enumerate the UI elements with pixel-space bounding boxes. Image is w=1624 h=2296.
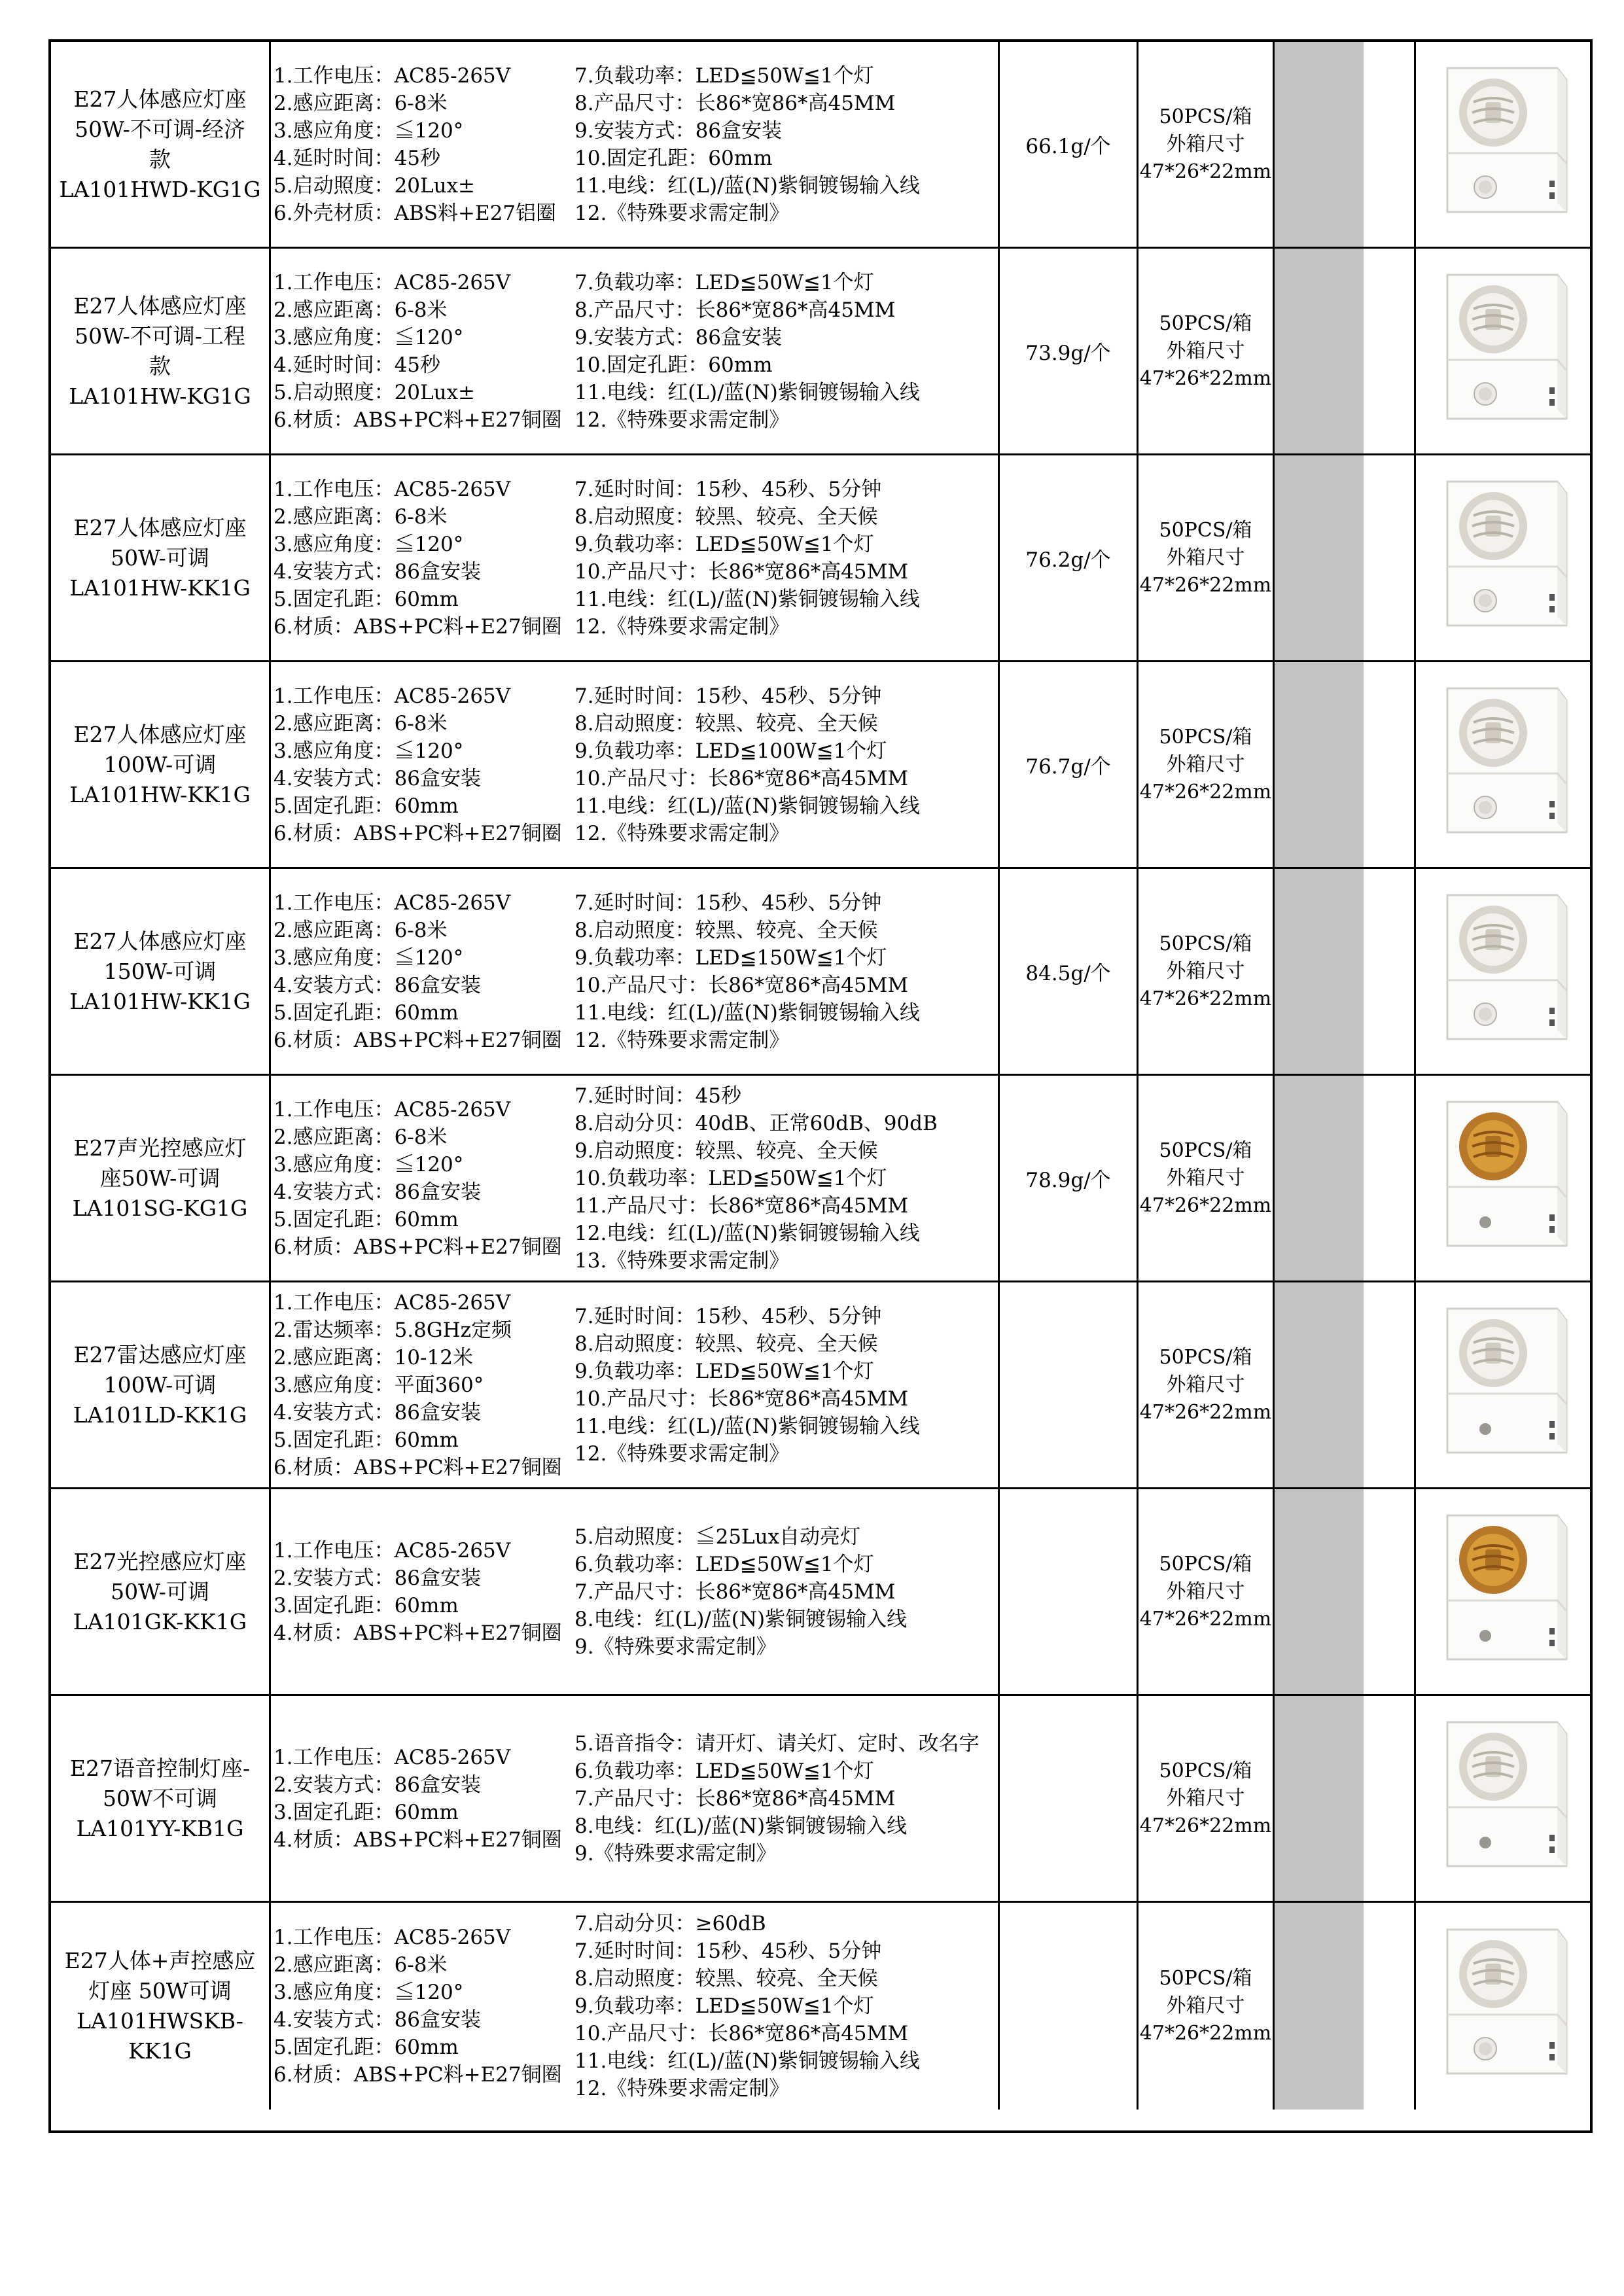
- packing-cell: [1139, 249, 1275, 453]
- specs-column-right: [574, 1282, 997, 1487]
- specs-column-left: [274, 1282, 574, 1487]
- packing-line: 外箱尺寸: [1166, 1994, 1245, 2017]
- product-name: E27人体+声控感应 灯座 50W可调 LA101HWSKB-KK1G: [64, 1948, 256, 2064]
- specs-column-left: [274, 662, 574, 867]
- spec-line: 4.安装方式：86盒安装: [274, 559, 482, 584]
- packing-cell: [1139, 455, 1275, 660]
- spec-line: 4.安装方式：86盒安装: [274, 1400, 482, 1424]
- product-name-cell: [51, 662, 271, 867]
- spec-line: 2.感应距离：6-8米: [274, 1125, 448, 1149]
- spec-line: 4.材质：ABS+PC料+E27铜圈: [274, 1621, 562, 1645]
- gray-column: [1275, 1903, 1364, 2110]
- spec-line: 3.感应角度：≦120°: [274, 118, 464, 143]
- spec-line: 3.感应角度：≦120°: [274, 945, 464, 970]
- spec-line: 4.安装方式：86盒安装: [274, 973, 482, 997]
- spec-line: 12.《特殊要求需定制》: [574, 1441, 790, 1466]
- spec-line: 5.固定孔距：60mm: [274, 2036, 459, 2059]
- spec-line: 1.工作电压：AC85-265V: [274, 684, 511, 708]
- product-image-cell: [1416, 42, 1590, 247]
- spec-line: 12.电线：红(L)/蓝(N)紫铜镀锡输入线: [574, 1221, 920, 1245]
- spec-line: 3.固定孔距：60mm: [274, 1593, 459, 1617]
- product-name-cell: [51, 1282, 271, 1487]
- weight-cell: [1000, 869, 1139, 1074]
- specs-column-left: [274, 455, 574, 660]
- spec-line: 2.感应距离：6-8米: [274, 918, 448, 942]
- packing-line: 47*26*22mm: [1139, 366, 1272, 390]
- spec-line: 5.固定孔距：60mm: [274, 1000, 459, 1025]
- specs-column-right: [574, 1489, 997, 1694]
- lamp-holder-image: [1421, 1910, 1585, 2102]
- product-spec-table: [48, 39, 1593, 2133]
- product-name-cell: [51, 455, 271, 660]
- gray-column: [1275, 1489, 1364, 1694]
- product-name: E27声光控感应灯 座50W-可调 LA101SG-KG1G: [72, 1135, 248, 1221]
- product-image-cell: [1416, 249, 1590, 453]
- product-row: [51, 1282, 1590, 1489]
- packing-line: 47*26*22mm: [1139, 780, 1272, 804]
- specs-cell: [271, 1076, 1000, 1280]
- spec-line: 7.产品尺寸：长86*宽86*高45MM: [574, 1786, 896, 1810]
- packing-line: 47*26*22mm: [1139, 1193, 1272, 1217]
- spec-line: 6.材质：ABS+PC料+E27铜圈: [274, 1235, 562, 1259]
- spec-line: 5.固定孔距：60mm: [274, 1428, 459, 1452]
- spec-line: 7.负载功率：LED≦50W≦1个灯: [574, 270, 874, 294]
- specs-cell: [271, 1903, 1000, 2110]
- spec-line: 12.《特殊要求需定制》: [574, 201, 790, 225]
- spec-line: 10.产品尺寸：长86*宽86*高45MM: [574, 973, 909, 997]
- gray-column: [1275, 42, 1364, 247]
- spec-line: 10.产品尺寸：长86*宽86*高45MM: [574, 2022, 909, 2045]
- product-image-cell: [1416, 455, 1590, 660]
- spec-line: 5.固定孔距：60mm: [274, 794, 459, 818]
- packing-line: 50PCS/箱: [1159, 518, 1252, 542]
- packing-cell: [1139, 1282, 1275, 1487]
- weight-cell: [1000, 1903, 1139, 2110]
- spec-line: 5.启动照度：20Lux±: [274, 173, 476, 198]
- spec-line: 12.《特殊要求需定制》: [574, 2077, 790, 2100]
- weight-cell: [1000, 249, 1139, 453]
- weight-cell: [1000, 1076, 1139, 1280]
- spec-line: 1.工作电压：AC85-265V: [274, 1538, 511, 1563]
- blank-column: [1364, 42, 1416, 247]
- spec-line: 2.安装方式：86盒安装: [274, 1773, 482, 1797]
- spec-line: 11.电线：红(L)/蓝(N)紫铜镀锡输入线: [574, 1414, 920, 1438]
- spec-line: 7.产品尺寸：长86*宽86*高45MM: [574, 1580, 896, 1604]
- spec-line: 7.延时时间：15秒、45秒、5分钟: [574, 684, 882, 708]
- product-name-cell: [51, 869, 271, 1074]
- blank-column: [1364, 1489, 1416, 1694]
- spec-line: 3.固定孔距：60mm: [274, 1800, 459, 1824]
- spec-line: 2.感应距离：6-8米: [274, 1953, 448, 1977]
- product-row: [51, 1903, 1590, 2110]
- packing-cell: [1139, 1903, 1275, 2110]
- product-name: E27光控感应灯座 50W-可调 LA101GK-KK1G: [73, 1548, 247, 1634]
- weight-cell: [1000, 455, 1139, 660]
- spec-line: 11.电线：红(L)/蓝(N)紫铜镀锡输入线: [574, 380, 920, 404]
- lamp-holder-image: [1421, 48, 1585, 241]
- packing-line: 50PCS/箱: [1159, 725, 1252, 749]
- blank-column: [1364, 249, 1416, 453]
- spec-line: 2.感应距离：6-8米: [274, 298, 448, 322]
- spec-line: 1.工作电压：AC85-265V: [274, 1926, 511, 1949]
- product-image-cell: [1416, 1489, 1590, 1694]
- spec-line: 9.负载功率：LED≦50W≦1个灯: [574, 532, 874, 556]
- spec-line: 6.材质：ABS+PC料+E27铜圈: [274, 1028, 562, 1052]
- spec-line: 11.电线：红(L)/蓝(N)紫铜镀锡输入线: [574, 794, 920, 818]
- specs-cell: [271, 662, 1000, 867]
- spec-line: 8.启动照度：较黑、较亮、全天候: [574, 918, 878, 942]
- spec-line: 13.《特殊要求需定制》: [574, 1248, 790, 1273]
- gray-column: [1275, 869, 1364, 1074]
- spec-line: 11.电线：红(L)/蓝(N)紫铜镀锡输入线: [574, 587, 920, 611]
- weight-cell: [1000, 1696, 1139, 1901]
- packing-line: 50PCS/箱: [1159, 1345, 1252, 1369]
- spec-line: 11.电线：红(L)/蓝(N)紫铜镀锡输入线: [574, 1000, 920, 1025]
- spec-line: 8.启动照度：较黑、较亮、全天候: [574, 504, 878, 529]
- gray-column: [1275, 662, 1364, 867]
- spec-line: 9.负载功率：LED≦100W≦1个灯: [574, 739, 887, 763]
- specs-column-left: [274, 869, 574, 1074]
- spec-line: 8.电线：红(L)/蓝(N)紫铜镀锡输入线: [574, 1607, 908, 1631]
- spec-line: 12.《特殊要求需定制》: [574, 1028, 790, 1052]
- product-name: E27人体感应灯座 50W-不可调-经济 款 LA101HWD-KG1G: [59, 86, 261, 202]
- lamp-holder-image: [1421, 669, 1585, 861]
- weight-value: 78.9g/个: [1025, 1169, 1111, 1192]
- spec-line: 1.工作电压：AC85-265V: [274, 1290, 511, 1315]
- spec-line: 9.负载功率：LED≦50W≦1个灯: [574, 1994, 874, 2018]
- specs-cell: [271, 455, 1000, 660]
- product-row: [51, 42, 1590, 249]
- spec-line: 2.安装方式：86盒安装: [274, 1566, 482, 1590]
- product-image-cell: [1416, 1903, 1590, 2110]
- specs-column-right: [574, 1076, 997, 1280]
- spec-line: 5.语音指令：请开灯、请关灯、定时、改名字: [574, 1731, 980, 1756]
- weight-cell: [1000, 1489, 1139, 1694]
- spec-line: 6.负载功率：LED≦50W≦1个灯: [574, 1552, 874, 1576]
- specs-column-left: [274, 1489, 574, 1694]
- spec-line: 2.雷达频率：5.8GHz定频: [274, 1318, 512, 1342]
- packing-line: 50PCS/箱: [1159, 1967, 1252, 1990]
- product-row: [51, 662, 1590, 869]
- packing-line: 47*26*22mm: [1139, 1607, 1272, 1631]
- spec-line: 5.启动照度：20Lux±: [274, 380, 476, 404]
- product-name-cell: [51, 42, 271, 247]
- product-row: [51, 249, 1590, 455]
- spec-line: 6.材质：ABS+PC料+E27铜圈: [274, 1455, 562, 1479]
- spec-line: 7.延时时间：15秒、45秒、5分钟: [574, 1939, 882, 1963]
- blank-column: [1364, 1696, 1416, 1901]
- spec-line: 10.产品尺寸：长86*宽86*高45MM: [574, 766, 909, 790]
- packing-cell: [1139, 1076, 1275, 1280]
- lamp-holder-image: [1421, 1289, 1585, 1481]
- spec-line: 10.产品尺寸：长86*宽86*高45MM: [574, 559, 909, 584]
- specs-column-right: [574, 455, 997, 660]
- lamp-holder-image: [1421, 1703, 1585, 1895]
- spec-line: 8.启动分贝：40dB、正常60dB、90dB: [574, 1111, 938, 1135]
- specs-cell: [271, 1696, 1000, 1901]
- specs-cell: [271, 42, 1000, 247]
- specs-cell: [271, 1489, 1000, 1694]
- spec-line: 2.感应距离：6-8米: [274, 711, 448, 735]
- gray-column: [1275, 249, 1364, 453]
- specs-cell: [271, 869, 1000, 1074]
- product-name: E27雷达感应灯座 100W-可调 LA101LD-KK1G: [73, 1341, 247, 1428]
- spec-line: 8.启动照度：较黑、较亮、全天候: [574, 1967, 878, 1990]
- spec-line: 7.延时时间：15秒、45秒、5分钟: [574, 477, 882, 501]
- packing-cell: [1139, 662, 1275, 867]
- packing-cell: [1139, 1696, 1275, 1901]
- specs-column-right: [574, 1903, 997, 2110]
- spec-line: 11.电线：红(L)/蓝(N)紫铜镀锡输入线: [574, 2049, 920, 2073]
- packing-line: 外箱尺寸: [1166, 1373, 1245, 1396]
- product-name-cell: [51, 1076, 271, 1280]
- lamp-holder-image: [1421, 1082, 1585, 1275]
- specs-column-left: [274, 1076, 574, 1280]
- spec-line: 5.启动照度：≦25Lux自动亮灯: [574, 1525, 861, 1549]
- spec-line: 1.工作电压：AC85-265V: [274, 270, 511, 294]
- product-name: E27人体感应灯座 150W-可调 LA101HW-KK1G: [69, 928, 251, 1014]
- specs-cell: [271, 1282, 1000, 1487]
- product-name-cell: [51, 1903, 271, 2110]
- spec-line: 9.安装方式：86盒安装: [574, 118, 783, 143]
- product-name-cell: [51, 249, 271, 453]
- spec-line: 8.启动照度：较黑、较亮、全天候: [574, 711, 878, 735]
- lamp-holder-image: [1421, 875, 1585, 1068]
- spec-line: 1.工作电压：AC85-265V: [274, 891, 511, 915]
- spec-line: 10.固定孔距：60mm: [574, 146, 773, 170]
- packing-line: 外箱尺寸: [1166, 959, 1245, 983]
- blank-column: [1364, 869, 1416, 1074]
- packing-line: 50PCS/箱: [1159, 1139, 1252, 1162]
- spec-line: 1.工作电压：AC85-265V: [274, 1745, 511, 1769]
- spec-line: 6.负载功率：LED≦50W≦1个灯: [574, 1759, 874, 1783]
- spec-line: 4.延时时间：45秒: [274, 353, 441, 377]
- spec-line: 9.负载功率：LED≦50W≦1个灯: [574, 1359, 874, 1383]
- spec-line: 11.产品尺寸：长86*宽86*高45MM: [574, 1193, 909, 1218]
- specs-column-right: [574, 42, 997, 247]
- product-name: E27人体感应灯座 100W-可调 LA101HW-KK1G: [69, 721, 251, 807]
- specs-column-right: [574, 662, 997, 867]
- spec-line: 9.负载功率：LED≦150W≦1个灯: [574, 945, 887, 970]
- spec-line: 2.感应距离：6-8米: [274, 504, 448, 529]
- packing-line: 外箱尺寸: [1166, 339, 1245, 362]
- specs-cell: [271, 249, 1000, 453]
- weight-value: 76.2g/个: [1025, 548, 1111, 572]
- spec-line: 3.感应角度：≦120°: [274, 1152, 464, 1176]
- packing-line: 50PCS/箱: [1159, 932, 1252, 955]
- weight-value: 66.1g/个: [1025, 135, 1111, 158]
- spec-line: 3.感应角度：≦120°: [274, 739, 464, 763]
- product-row: [51, 1076, 1590, 1282]
- product-name-cell: [51, 1489, 271, 1694]
- packing-line: 外箱尺寸: [1166, 546, 1245, 569]
- spec-line: 9.《特殊要求需定制》: [574, 1634, 777, 1659]
- spec-line: 6.材质：ABS+PC料+E27铜圈: [274, 408, 562, 432]
- weight-value: 73.9g/个: [1025, 342, 1111, 365]
- spec-line: 6.外壳材质：ABS料+E27铝圈: [274, 201, 557, 225]
- spec-line: 12.《特殊要求需定制》: [574, 614, 790, 639]
- packing-line: 47*26*22mm: [1139, 573, 1272, 597]
- product-row: [51, 1489, 1590, 1696]
- spec-line: 3.感应角度：≦120°: [274, 325, 464, 349]
- specs-column-left: [274, 42, 574, 247]
- packing-line: 50PCS/箱: [1159, 105, 1252, 128]
- spec-line: 4.安装方式：86盒安装: [274, 1180, 482, 1204]
- blank-column: [1364, 662, 1416, 867]
- spec-line: 8.产品尺寸：长86*宽86*高45MM: [574, 91, 896, 115]
- packing-line: 47*26*22mm: [1139, 987, 1272, 1010]
- spec-line: 8.电线：红(L)/蓝(N)紫铜镀锡输入线: [574, 1814, 908, 1838]
- spec-line: 3.感应角度：≦120°: [274, 532, 464, 556]
- product-name: E27人体感应灯座 50W-不可调-工程 款 LA101HW-KG1G: [69, 292, 251, 409]
- lamp-holder-image: [1421, 1496, 1585, 1688]
- specs-column-right: [574, 1696, 997, 1901]
- spec-line: 6.材质：ABS+PC料+E27铜圈: [274, 614, 562, 639]
- product-name: E27人体感应灯座 50W-可调 LA101HW-KK1G: [69, 514, 251, 601]
- product-name: E27语音控制灯座- 50W不可调 LA101YY-KB1G: [69, 1755, 251, 1841]
- packing-line: 50PCS/箱: [1159, 1552, 1252, 1576]
- spec-line: 2.感应距离：10-12米: [274, 1345, 473, 1369]
- blank-column: [1364, 1282, 1416, 1487]
- spec-line: 4.材质：ABS+PC料+E27铜圈: [274, 1828, 562, 1852]
- gray-column: [1275, 455, 1364, 660]
- packing-line: 外箱尺寸: [1166, 1166, 1245, 1190]
- spec-line: 1.工作电压：AC85-265V: [274, 1097, 511, 1122]
- packing-cell: [1139, 1489, 1275, 1694]
- weight-cell: [1000, 42, 1139, 247]
- blank-column: [1364, 455, 1416, 660]
- packing-line: 外箱尺寸: [1166, 132, 1245, 156]
- spec-line: 7.负载功率：LED≦50W≦1个灯: [574, 63, 874, 88]
- spec-line: 3.感应角度：≦120°: [274, 1981, 464, 2004]
- packing-line: 外箱尺寸: [1166, 752, 1245, 776]
- spec-line: 8.产品尺寸：长86*宽86*高45MM: [574, 298, 896, 322]
- specs-column-left: [274, 249, 574, 453]
- gray-column: [1275, 1696, 1364, 1901]
- spec-line: 6.材质：ABS+PC料+E27铜圈: [274, 821, 562, 845]
- spec-line: 10.产品尺寸：长86*宽86*高45MM: [574, 1386, 909, 1411]
- spec-line: 8.启动照度：较黑、较亮、全天候: [574, 1332, 878, 1356]
- spec-line: 6.材质：ABS+PC料+E27铜圈: [274, 2063, 562, 2087]
- product-image-cell: [1416, 1076, 1590, 1280]
- weight-value: 84.5g/个: [1025, 962, 1111, 985]
- spec-line: 2.感应距离：6-8米: [274, 91, 448, 115]
- packing-line: 47*26*22mm: [1139, 1814, 1272, 1837]
- spec-line: 4.安装方式：86盒安装: [274, 2008, 482, 2032]
- packing-line: 50PCS/箱: [1159, 1759, 1252, 1782]
- product-name-cell: [51, 1696, 271, 1901]
- weight-cell: [1000, 662, 1139, 867]
- packing-cell: [1139, 869, 1275, 1074]
- packing-line: 外箱尺寸: [1166, 1786, 1245, 1810]
- spec-line: 11.电线：红(L)/蓝(N)紫铜镀锡输入线: [574, 173, 920, 198]
- spec-line: 12.《特殊要求需定制》: [574, 408, 790, 432]
- packing-line: 47*26*22mm: [1139, 2022, 1272, 2045]
- spec-line: 7.启动分贝：≥60dB: [574, 1912, 766, 1935]
- lamp-holder-image: [1421, 462, 1585, 654]
- product-image-cell: [1416, 1282, 1590, 1487]
- gray-column: [1275, 1282, 1364, 1487]
- packing-line: 47*26*22mm: [1139, 1400, 1272, 1424]
- gray-column: [1275, 1076, 1364, 1280]
- product-image-cell: [1416, 869, 1590, 1074]
- spec-line: 7.延时时间：15秒、45秒、5分钟: [574, 891, 882, 915]
- packing-line: 47*26*22mm: [1139, 160, 1272, 183]
- spec-line: 9.《特殊要求需定制》: [574, 1841, 777, 1865]
- product-image-cell: [1416, 1696, 1590, 1901]
- spec-line: 9.安装方式：86盒安装: [574, 325, 783, 349]
- packing-cell: [1139, 42, 1275, 247]
- specs-column-right: [574, 249, 997, 453]
- packing-line: 外箱尺寸: [1166, 1580, 1245, 1603]
- spec-line: 7.延时时间：45秒: [574, 1084, 742, 1108]
- weight-cell: [1000, 1282, 1139, 1487]
- specs-column-left: [274, 1903, 574, 2110]
- product-image-cell: [1416, 662, 1590, 867]
- specs-column-left: [274, 1696, 574, 1901]
- spec-line: 5.固定孔距：60mm: [274, 587, 459, 611]
- spec-line: 1.工作电压：AC85-265V: [274, 63, 511, 88]
- spec-line: 3.感应角度：平面360°: [274, 1373, 484, 1397]
- packing-line: 50PCS/箱: [1159, 311, 1252, 335]
- specs-column-right: [574, 869, 997, 1074]
- spec-line: 10.固定孔距：60mm: [574, 353, 773, 377]
- spec-line: 9.启动照度：较黑、较亮、全天候: [574, 1139, 878, 1163]
- weight-value: 76.7g/个: [1025, 755, 1111, 779]
- spec-line: 4.安装方式：86盒安装: [274, 766, 482, 790]
- product-row: [51, 869, 1590, 1076]
- lamp-holder-image: [1421, 255, 1585, 448]
- blank-column: [1364, 1076, 1416, 1280]
- spec-line: 4.延时时间：45秒: [274, 146, 441, 170]
- product-row: [51, 1696, 1590, 1903]
- product-row: [51, 455, 1590, 662]
- spec-line: 10.负载功率：LED≦50W≦1个灯: [574, 1166, 887, 1190]
- spec-line: 7.延时时间：15秒、45秒、5分钟: [574, 1304, 882, 1328]
- blank-column: [1364, 1903, 1416, 2110]
- spec-line: 1.工作电压：AC85-265V: [274, 477, 511, 501]
- spec-line: 5.固定孔距：60mm: [274, 1207, 459, 1231]
- spec-line: 12.《特殊要求需定制》: [574, 821, 790, 845]
